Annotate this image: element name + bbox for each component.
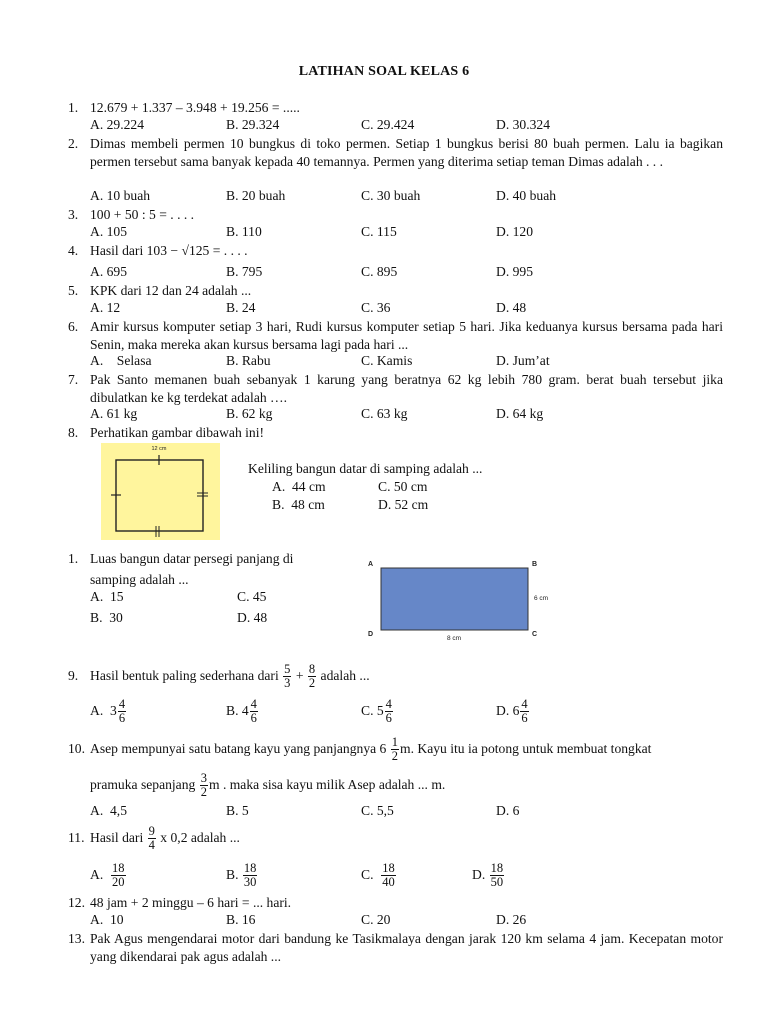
question-text: pramuka sepanjang [90, 777, 196, 792]
question-text: 100 + 50 : 5 = . . . . [90, 207, 195, 222]
question-rectangle-area [68, 548, 328, 590]
fraction [381, 862, 396, 889]
question-8-prompt: Keliling bangun datar di samping adalah ... [248, 461, 483, 476]
denominator: 6 [250, 711, 257, 726]
option-d: D. 40 buah [496, 188, 557, 203]
question-4-options [90, 264, 730, 282]
question-text: Asep mempunyai satu batang kayu yang panjangnya 6 [90, 741, 387, 756]
option-c: C. 30 buah [361, 188, 421, 203]
question-1-options [90, 117, 730, 135]
option-c [361, 692, 394, 730]
denominator: 20 [112, 875, 125, 890]
option-c: C. 5,5 [361, 803, 394, 818]
denominator: 4 [148, 838, 155, 853]
question-10 [68, 730, 728, 768]
question-number: 2. [68, 136, 79, 151]
question-text: Amir kursus komputer setiap 3 hari, Rudi kursus komputer setiap 5 hari. Jika keduanya kursus bersama pada hari Senin, maka mereka akan kursus bersama lagi pada hari ... [90, 319, 723, 352]
option-a: A. 15 [90, 589, 124, 604]
question-text: Pak Agus mengendarai motor dari bandung ke Tasikmalaya dengan jarak 120 km selama 4 jam. Kecepatan motor yang dikendarai pak agus adalah ... [90, 931, 723, 964]
numerator: 4 [521, 697, 528, 712]
numerator: 18 [490, 861, 504, 876]
option-letter: A. [90, 703, 104, 718]
option-d: D. Jum’at [496, 353, 550, 368]
question-3-options [90, 224, 730, 242]
vertex-d-label: D [368, 631, 374, 638]
option-c: C. 45 [237, 589, 267, 604]
option-c: C. Kamis [361, 353, 413, 368]
denominator: 50 [490, 875, 504, 890]
question-12 [68, 894, 723, 912]
vertex-a-label: A [368, 561, 374, 568]
option-a: A. 61 kg [90, 406, 138, 421]
whole-number: 6 [512, 703, 520, 718]
option-a: A. 10 [90, 912, 124, 927]
option-b [226, 856, 258, 894]
question-1 [68, 99, 723, 117]
option-letter: C. [361, 703, 374, 718]
option-c: C. 29.424 [361, 117, 415, 132]
option-b: B. 30 [90, 610, 123, 625]
question-9-options [90, 692, 730, 730]
rectangle-shape [381, 568, 528, 630]
option-c: C. 63 kg [361, 406, 408, 421]
whole-number: 3 [110, 703, 117, 718]
question-number: 6. [68, 319, 79, 334]
option-b: B. 5 [226, 803, 249, 818]
option-b: B. 110 [226, 224, 262, 239]
option-d: D. 52 cm [378, 497, 429, 512]
question-11 [68, 819, 728, 857]
option-b: B. 29.324 [226, 117, 280, 132]
option-a: A. 4,5 [90, 803, 128, 818]
fraction [243, 862, 258, 889]
question-number: 12. [68, 895, 85, 910]
denominator: 3 [284, 676, 291, 691]
question-5 [68, 282, 723, 300]
option-b: B. Rabu [226, 353, 271, 368]
option-b: B. 20 buah [226, 188, 286, 203]
fraction [118, 698, 126, 725]
option-a: A. 29.224 [90, 117, 144, 132]
option-c: C. 50 cm [378, 479, 428, 494]
side-length-label: 12 cm [151, 446, 167, 452]
denominator: 2 [308, 676, 316, 691]
option-d: D. 120 [496, 224, 534, 239]
option-c: C. 895 [361, 264, 398, 279]
numerator: 8 [308, 662, 316, 677]
question-number: 1. [68, 551, 79, 566]
numerator: 9 [148, 824, 155, 839]
denominator: 40 [382, 875, 395, 890]
question-number: 10. [68, 741, 85, 756]
option-d: D. 64 kg [496, 406, 544, 421]
option-letter: B. [226, 867, 239, 882]
fraction [148, 825, 156, 852]
fraction [250, 698, 258, 725]
option-letter: A. [90, 867, 104, 882]
question-text: Perhatikan gambar dibawah ini! [90, 425, 265, 440]
question-12-options [90, 912, 730, 930]
question-text: Luas bangun datar persegi panjang di samping adalah ... [90, 551, 294, 587]
fraction [308, 663, 316, 690]
question-number: 1. [68, 100, 79, 115]
numerator: 3 [200, 771, 207, 786]
denominator: 6 [118, 711, 126, 726]
question-text-end: x 0,2 adalah ... [160, 830, 240, 845]
question-6 [68, 318, 723, 353]
question-text-cont: m. Kayu itu ia potong untuk membuat tongkat [400, 741, 652, 756]
numerator: 4 [250, 697, 257, 712]
fraction [111, 862, 126, 889]
option-b: B. 24 [226, 300, 256, 315]
option-d: D. 48 [496, 300, 527, 315]
option-d: D. 6 [496, 803, 520, 818]
rectangle-figure [364, 556, 554, 644]
question-7-options [90, 406, 730, 424]
option-b [226, 692, 259, 730]
option-a: A. 105 [90, 224, 128, 239]
question-number: 5. [68, 283, 79, 298]
question-2-options [90, 188, 730, 206]
question-text: Hasil dari 103 − √125 = . . . . [90, 243, 248, 258]
question-4 [68, 242, 723, 260]
question-number: 8. [68, 425, 79, 440]
option-a: A. Selasa [90, 353, 152, 368]
question-7 [68, 371, 723, 406]
question-2 [68, 135, 723, 170]
page-title: LATIHAN SOAL KELAS 6 [298, 64, 470, 79]
numerator: 18 [382, 861, 395, 876]
option-c: C. 20 [361, 912, 391, 927]
vertex-b-label: B [532, 561, 538, 568]
fraction [490, 862, 505, 889]
option-letter: D. [472, 867, 486, 882]
whole-number: 4 [241, 703, 249, 718]
option-a: A. 10 buah [90, 188, 151, 203]
question-number: 9. [68, 668, 79, 683]
denominator: 2 [391, 749, 398, 764]
question-text: Pak Santo memanen buah sebanyak 1 karung yang beratnya 62 kg lebih 780 gram. berat buah tersebut jika dibulatkan ke kg terdekat adalah …. [90, 372, 723, 405]
denominator: 6 [385, 711, 392, 726]
question-text: Hasil dari [90, 830, 144, 845]
option-letter: B. [226, 703, 239, 718]
question-text: 48 jam + 2 minggu – 6 hari = ... hari. [90, 895, 292, 910]
fraction [200, 772, 208, 799]
vertex-c-label: C [532, 631, 538, 638]
question-9 [68, 657, 728, 695]
square-figure [101, 443, 220, 540]
fraction [385, 698, 393, 725]
question-11-options [90, 856, 730, 894]
numerator: 18 [112, 861, 125, 876]
option-c: C. 115 [361, 224, 397, 239]
option-d [472, 856, 505, 894]
width-label: 8 cm [446, 635, 462, 642]
question-5-options [90, 300, 730, 318]
option-a [90, 856, 127, 894]
option-a: A. 12 [90, 300, 121, 315]
question-text-end: adalah ... [320, 668, 370, 683]
question-number: 13. [68, 931, 85, 946]
question-6-options [90, 353, 730, 371]
option-a [90, 692, 127, 730]
numerator: 4 [385, 697, 392, 712]
option-a: A. 44 cm [272, 479, 326, 494]
option-letter: D. [496, 703, 510, 718]
denominator: 6 [521, 711, 528, 726]
plus-sign: + [295, 668, 304, 683]
height-label: 6 cm [534, 595, 549, 602]
fraction [520, 698, 528, 725]
option-c [361, 856, 397, 894]
question-number: 4. [68, 243, 79, 258]
option-b: B. 16 [226, 912, 256, 927]
numerator: 1 [391, 735, 398, 750]
numerator: 18 [243, 861, 257, 876]
option-a: A. 695 [90, 264, 128, 279]
denominator: 2 [200, 785, 207, 800]
option-b: B. 48 cm [272, 497, 325, 512]
option-d: D. 995 [496, 264, 534, 279]
question-text: Dimas membeli permen 10 bungkus di toko permen. Setiap 1 bungkus berisi 80 buah permen. Lalu ia bagikan permen tersebut sama banyak kepada 40 temannya. Permen yang diterima setiap teman Dimas adalah . . . [90, 136, 723, 169]
fraction [391, 736, 399, 763]
option-letter: C. [361, 867, 374, 882]
question-8 [68, 424, 723, 442]
question-13 [68, 930, 723, 965]
denominator: 30 [243, 875, 257, 890]
question-text: 12.679 + 1.337 – 3.948 + 19.256 = ..... [90, 100, 300, 115]
option-d: D. 26 [496, 912, 527, 927]
whole-number: 5 [376, 703, 384, 718]
option-b: B. 62 kg [226, 406, 273, 421]
option-b: B. 795 [226, 264, 263, 279]
question-10-line-2 [90, 766, 730, 804]
question-text: KPK dari 12 dan 24 adalah ... [90, 283, 252, 298]
question-number: 11. [68, 830, 85, 845]
option-c: C. 36 [361, 300, 391, 315]
option-d: D. 48 [237, 610, 268, 625]
question-3 [68, 206, 723, 224]
option-d: D. 30.324 [496, 117, 550, 132]
option-d [496, 692, 530, 730]
question-number: 7. [68, 372, 79, 387]
numerator: 5 [284, 662, 291, 677]
numerator: 4 [118, 697, 126, 712]
question-text: Hasil bentuk paling sederhana dari [90, 668, 279, 683]
figure-background [101, 443, 220, 540]
fraction [283, 663, 291, 690]
question-number: 3. [68, 207, 79, 222]
question-text-end: m . maka sisa kayu milik Asep adalah ... m. [208, 777, 446, 792]
